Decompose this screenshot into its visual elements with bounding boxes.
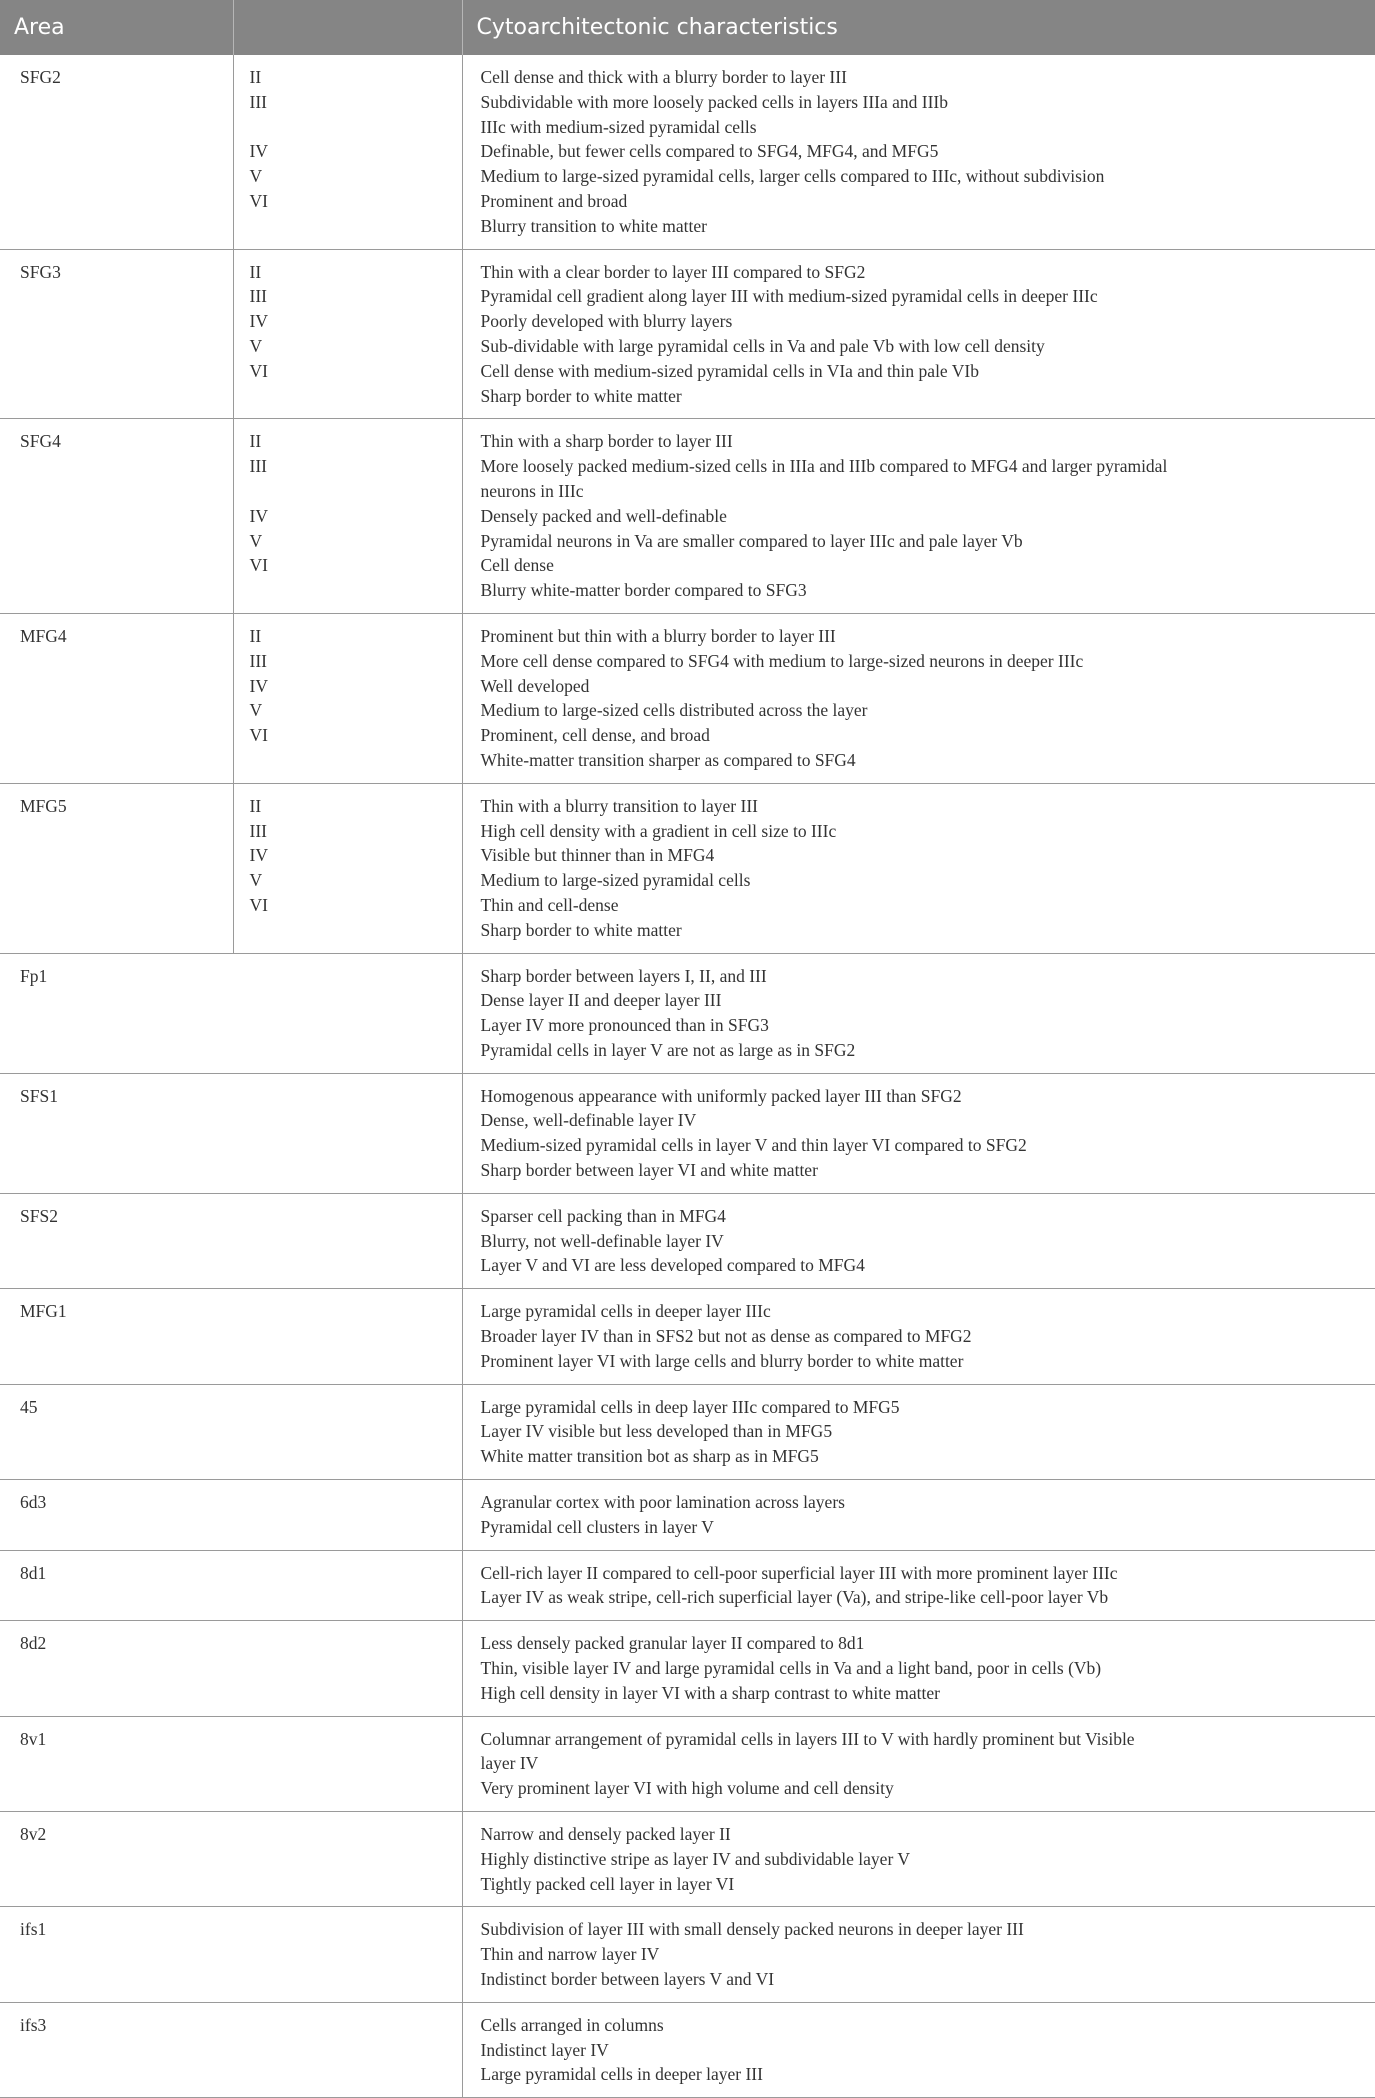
table-row xyxy=(0,419,1375,614)
characteristic-line: Large pyramidal cells in deep layer IIIc compared to MFG5 xyxy=(480,1396,900,1417)
characteristic-line: Blurry transition to white matter xyxy=(480,215,707,236)
layer-label: V xyxy=(249,700,263,721)
area-cell: SFG4 xyxy=(0,419,233,614)
characteristic-line: Prominent layer VI with large cells and blurry border to white matter xyxy=(480,1350,964,1371)
characteristic-line: Very prominent layer VI with high volume and cell density xyxy=(480,1778,894,1799)
characteristic-line: Thin with a sharp border to layer III xyxy=(480,431,733,452)
table-row xyxy=(0,1550,1375,1621)
area-cell: SFS2 xyxy=(0,1193,462,1288)
table-row xyxy=(0,953,1375,1073)
layer-label: II xyxy=(249,795,262,816)
characteristic-line: Thin and cell-dense xyxy=(480,894,619,915)
characteristic-line: Thin and narrow layer IV xyxy=(480,1944,660,1965)
layers-cell xyxy=(233,419,462,614)
characteristic-line: Layer V and VI are less developed compared to MFG4 xyxy=(480,1255,865,1276)
characteristic-line: Highly distinctive stripe as layer IV and subdividable layer V xyxy=(480,1848,910,1869)
characteristic-line: Thin, visible layer IV and large pyramidal cells in Va and a light band, poor in cells (Vb) xyxy=(480,1658,1102,1679)
area-cell: SFS1 xyxy=(0,1073,462,1193)
layer-label: III xyxy=(249,286,267,307)
characteristic-line: Indistinct border between layers V and VI xyxy=(480,1969,775,1989)
layer-label: II xyxy=(249,431,262,452)
layer-label: IV xyxy=(249,675,268,696)
layer-label: VI xyxy=(249,894,268,915)
characteristic-line: Pyramidal cell clusters in layer V xyxy=(480,1516,714,1537)
characteristic-line: Homogenous appearance with uniformly packed layer III than SFG2 xyxy=(480,1085,962,1106)
characteristic-line: Dense, well-definable layer IV xyxy=(480,1110,697,1131)
characteristic-line: Large pyramidal cells in deeper layer III xyxy=(480,2064,763,2085)
characteristic-line: Indistinct layer IV xyxy=(480,2039,609,2060)
characteristic-line: Layer IV visible but less developed than in MFG5 xyxy=(480,1421,833,1442)
area-cell: 8d1 xyxy=(0,1550,462,1621)
characteristic-line: Cell dense xyxy=(480,555,554,576)
characteristics-cell xyxy=(462,1193,1375,1288)
characteristic-line: Sparser cell packing than in MFG4 xyxy=(480,1205,726,1226)
area-cell: MFG1 xyxy=(0,1289,462,1384)
characteristic-line: Dense layer II and deeper layer III xyxy=(480,990,722,1011)
area-cell: Fp1 xyxy=(0,953,462,1073)
characteristic-line: Subdividable with more loosely packed cells in layers IIIa and IIIb xyxy=(480,91,948,112)
table-row xyxy=(0,1073,1375,1193)
characteristics-cell xyxy=(462,1073,1375,1193)
table-row xyxy=(0,2002,1375,2097)
layers-cell xyxy=(233,249,462,419)
layer-label: II xyxy=(249,67,262,87)
characteristic-line: Sub-dividable with large pyramidal cells in Va and pale Vb with low cell density xyxy=(480,335,1045,356)
header-area: Area xyxy=(0,0,233,55)
area-cell: 8d2 xyxy=(0,1621,462,1716)
characteristic-line: Sharp border to white matter xyxy=(480,385,682,406)
characteristics-cell xyxy=(462,1907,1375,2002)
characteristics-cell xyxy=(462,1550,1375,1621)
layer-label xyxy=(250,115,452,140)
characteristics-cell xyxy=(462,55,1375,249)
layer-label: V xyxy=(249,870,263,891)
characteristics-cell xyxy=(462,613,1375,783)
area-cell: 8v2 xyxy=(0,1812,462,1907)
characteristic-line: High cell density with a gradient in cell size to IIIc xyxy=(480,820,837,841)
layer-label: IV xyxy=(249,311,268,332)
characteristics-cell xyxy=(462,1384,1375,1479)
layer-label: IV xyxy=(249,141,268,162)
layer-label: II xyxy=(249,625,262,646)
characteristics-cell xyxy=(462,2002,1375,2097)
characteristic-line: layer IV xyxy=(480,1753,539,1774)
characteristics-cell xyxy=(462,249,1375,419)
characteristic-line: Definable, but fewer cells compared to SFG4, MFG4, and MFG5 xyxy=(480,141,939,162)
table-row xyxy=(0,249,1375,419)
characteristic-line: White-matter transition sharper as compared to SFG4 xyxy=(480,749,856,770)
layer-label xyxy=(250,479,452,504)
characteristic-line: Pyramidal neurons in Va are smaller compared to layer IIIc and pale layer Vb xyxy=(480,530,1023,551)
layers-cell xyxy=(233,55,462,249)
characteristic-line: Blurry, not well-definable layer IV xyxy=(480,1230,724,1251)
header-characteristics: Cytoarchitectonic characteristics xyxy=(462,0,1375,55)
characteristics-cell xyxy=(462,1621,1375,1716)
characteristic-line: Blurry white-matter border compared to SFG3 xyxy=(480,580,807,601)
layer-label: III xyxy=(249,91,267,112)
characteristic-line: Thin with a clear border to layer III compared to SFG2 xyxy=(480,261,866,282)
area-cell: ifs1 xyxy=(0,1907,462,2002)
layer-label: III xyxy=(249,820,267,841)
layer-label: III xyxy=(249,456,267,477)
layer-label: III xyxy=(249,650,267,671)
table-row xyxy=(0,1907,1375,2002)
layers-cell xyxy=(233,783,462,953)
layer-label: IV xyxy=(249,845,268,866)
characteristic-line: Thin with a blurry transition to layer III xyxy=(480,795,758,816)
characteristic-line: Prominent, cell dense, and broad xyxy=(480,725,710,746)
layer-label: V xyxy=(249,166,263,187)
table-body xyxy=(0,55,1375,2098)
characteristic-line: Layer IV more pronounced than in SFG3 xyxy=(480,1015,769,1036)
characteristic-line: Narrow and densely packed layer II xyxy=(480,1824,731,1845)
characteristic-line: Sharp border between layer VI and white matter xyxy=(480,1160,818,1181)
characteristic-line: Medium to large-sized pyramidal cells, larger cells compared to IIIc, without subdivision xyxy=(480,166,1105,187)
characteristic-line: More loosely packed medium-sized cells in IIIa and IIIb compared to MFG4 and larger pyramidal xyxy=(480,456,1168,477)
header-layer xyxy=(233,0,462,55)
characteristic-line: Medium to large-sized pyramidal cells xyxy=(480,870,751,891)
header-row xyxy=(0,0,1375,55)
characteristic-line: Prominent and broad xyxy=(480,190,628,211)
table-row xyxy=(0,1812,1375,1907)
table-row xyxy=(0,1621,1375,1716)
table-row xyxy=(0,613,1375,783)
characteristic-line: Subdivision of layer III with small densely packed neurons in deeper layer III xyxy=(480,1919,1024,1940)
table-row xyxy=(0,55,1375,249)
characteristic-line: Less densely packed granular layer II compared to 8d1 xyxy=(480,1633,865,1654)
characteristic-line: IIIc with medium-sized pyramidal cells xyxy=(480,116,757,137)
characteristic-line: White matter transition bot as sharp as in MFG5 xyxy=(480,1446,819,1467)
layer-label: VI xyxy=(249,725,268,746)
characteristic-line: Cells arranged in columns xyxy=(480,2014,664,2035)
characteristic-line: Densely packed and well-definable xyxy=(480,505,727,526)
characteristic-line: Medium to large-sized cells distributed across the layer xyxy=(480,700,868,721)
layer-label: IV xyxy=(249,505,268,526)
characteristics-cell xyxy=(462,1289,1375,1384)
characteristics-cell xyxy=(462,1812,1375,1907)
area-cell: SFG3 xyxy=(0,249,233,419)
characteristic-line: High cell density in layer VI with a sharp contrast to white matter xyxy=(480,1682,940,1703)
characteristic-line: Well developed xyxy=(480,675,590,696)
characteristic-line: Agranular cortex with poor lamination across layers xyxy=(480,1492,845,1513)
characteristics-cell xyxy=(462,783,1375,953)
table-row xyxy=(0,1480,1375,1551)
characteristic-line: Poorly developed with blurry layers xyxy=(480,311,733,332)
characteristic-line: Broader layer IV than in SFS2 but not as dense as compared to MFG2 xyxy=(480,1326,972,1347)
layers-cell xyxy=(233,613,462,783)
characteristic-line: Tightly packed cell layer in layer VI xyxy=(480,1873,735,1894)
characteristic-line: Medium-sized pyramidal cells in layer V and thin layer VI compared to SFG2 xyxy=(480,1135,1027,1156)
area-cell: MFG5 xyxy=(0,783,233,953)
table-row xyxy=(0,1289,1375,1384)
area-cell: ifs3 xyxy=(0,2002,462,2097)
characteristic-line: More cell dense compared to SFG4 with medium to large-sized neurons in deeper IIIc xyxy=(480,650,1084,671)
layer-label: VI xyxy=(249,190,268,211)
characteristics-cell xyxy=(462,953,1375,1073)
layer-label: V xyxy=(249,335,263,356)
characteristic-line: Large pyramidal cells in deeper layer IIIc xyxy=(480,1301,771,1322)
characteristic-line: Sharp border to white matter xyxy=(480,919,682,940)
characteristic-line: Prominent but thin with a blurry border to layer III xyxy=(480,625,836,646)
characteristic-line: Cell dense with medium-sized pyramidal cells in VIa and thin pale VIb xyxy=(480,360,979,381)
area-cell: 6d3 xyxy=(0,1480,462,1551)
area-cell: SFG2 xyxy=(0,55,233,249)
table-row xyxy=(0,1384,1375,1479)
area-cell: MFG4 xyxy=(0,613,233,783)
area-cell: 45 xyxy=(0,1384,462,1479)
characteristic-line: Layer IV as weak stripe, cell-rich superficial layer (Va), and stripe-like cell-poor layer Vb xyxy=(480,1587,1109,1608)
table-row xyxy=(0,1193,1375,1288)
characteristics-cell xyxy=(462,419,1375,614)
layer-label: VI xyxy=(249,555,268,576)
characteristic-line: neurons in IIIc xyxy=(480,480,584,501)
characteristic-line: Visible but thinner than in MFG4 xyxy=(480,845,715,866)
layer-label: II xyxy=(249,261,262,282)
characteristic-line: Pyramidal cell gradient along layer III with medium-sized pyramidal cells in deeper IIIc xyxy=(480,286,1098,307)
characteristics-cell xyxy=(462,1480,1375,1551)
characteristic-line: Columnar arrangement of pyramidal cells in layers III to V with hardly prominent but Visible xyxy=(480,1728,1135,1749)
characteristics-cell xyxy=(462,1716,1375,1811)
characteristic-line: Cell-rich layer II compared to cell-poor superficial layer III with more prominent layer IIIc xyxy=(480,1562,1118,1583)
area-cell: 8v1 xyxy=(0,1716,462,1811)
layer-label: V xyxy=(249,530,263,551)
characteristic-line: Sharp border between layers I, II, and III xyxy=(480,965,767,986)
table-row xyxy=(0,1716,1375,1811)
table-row xyxy=(0,783,1375,953)
characteristic-line: Cell dense and thick with a blurry border to layer III xyxy=(480,67,847,87)
characteristic-line: Pyramidal cells in layer V are not as large as in SFG2 xyxy=(480,1039,856,1060)
layer-label: VI xyxy=(249,360,268,381)
